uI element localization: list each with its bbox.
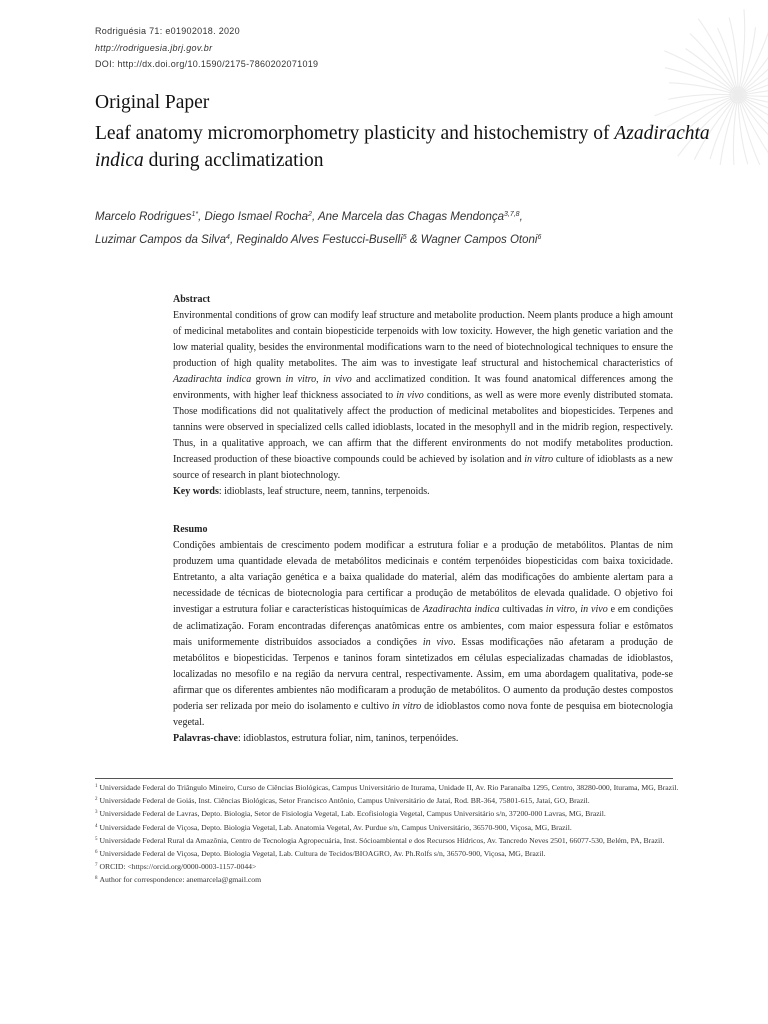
footnote-orcid[interactable]: $^7$ ORCID: <https://orcid.org/0000-0003-1157-0044> <box>95 862 257 872</box>
author: Wagner Campos Otoni$^6$ <box>420 234 542 246</box>
resumo-heading: Resumo <box>173 524 208 535</box>
doi-link[interactable]: DOI: http://dx.doi.org/10.1590/2175-7860202071019 <box>95 59 319 69</box>
abstract-section <box>173 292 673 500</box>
author: Marcelo Rodrigues$^{1*}$, <box>95 211 205 223</box>
footnote: $^1$ Universidade Federal do Triângulo Mineiro, Curso de Ciências Biológicas, Campus Universitário de Iturama, Unidade II, Av. Rio Paranaíba 1295, Centro, 38280-000, Iturama, MG, Brazil. <box>95 783 679 792</box>
author-list <box>95 206 695 252</box>
title-part-2: during acclimatization <box>143 150 324 171</box>
footnote: $^4$ Universidade Federal de Viçosa, Depto. Biologia Vegetal, Lab. Anatomia Vegetal, Av. Purdue s/n, Campus Universitário, 36570-900, Viçosa, MG, Brazil. <box>95 822 572 832</box>
author: Diego Ismael Rocha$^2$, <box>204 211 318 223</box>
footnote-correspondence[interactable]: $^8$ Author for correspondence: anemarcela@gmail.com <box>95 875 262 885</box>
affiliation-footnotes <box>95 782 680 888</box>
paper-type-label: Original Paper <box>95 92 210 113</box>
author: Ane Marcela das Chagas Mendonça$^{3,7,8}$, <box>317 211 523 223</box>
journal-header <box>95 23 318 73</box>
resumo-text: Condições ambientais de crescimento podem modificar a estrutura foliar e a produção de metabólitos. Plantas de nim produzem uma quantidade elevada de metabólitos medicinais e contém terpenóides biopesticidas com baixa toxicidade. Entretanto, a alta variação genética e a baixa qualidade do material, além das modificações do ambiente alertam para a necessidade de técnicas de biotecnologia para certificar a produção de metabólitos de elevada qualidade. O objetivo foi investigar a estrutura foliar e características histoquímicas de Azadirachta indica cultivadas in vitro, in vivo e em condições de aclimatização. Foram encontradas diferenças anatômicas entre os ambientes, com maior espessura foliar e estômatos mais uniformemente distribuídos associados a condições in vivo. Essas modificações não afetaram a produção de metabólitos e biopesticidas. Terpenos e taninos foram sintetizados em células especializadas chamadas de idioblastos, localizadas no mesofilo e na região da nervura central, respectivamente. Assim, em uma abordagem qualitativa, pode-se afirmar que os diferentes ambientes não modificaram a produção de metabólitos. O aumento da produção destes compostos poderia ser relizada por meio do isolamento e cultivo in vitro de idioblastos como nova fonte de pesquisa em biotecnologia vegetal. <box>173 540 674 729</box>
journal-site-link[interactable]: http://rodriguesia.jbrj.gov.br <box>95 42 213 53</box>
author: Luzimar Campos da Silva$^4$, <box>95 234 237 246</box>
footnote: $^2$ Universidade Federal de Goiás, Inst. Ciências Biológicas, Setor Francisco Antônio, Campus Universitário de Jataí, Rod. BR-364, 75801-615, Jataí, GO, Brazil. <box>95 796 590 806</box>
resumo-keywords: Palavras-chave: idioblastos, estrutura foliar, nim, taninos, terpenóides. <box>173 733 459 745</box>
resumo-section <box>173 522 673 747</box>
author: Reginaldo Alves Festucci-Buselli$^5$ & <box>236 234 421 246</box>
footnote: $^6$ Universidade Federal de Viçosa, Depto. Biologia Vegetal, Lab. Cultura de Tecidos/BIOAGRO, Av. Ph.Rolfs s/n, 36570-900, Viçosa, MG, Brazil. <box>95 849 546 859</box>
title-species: Azadirachta indica <box>95 123 710 171</box>
journal-citation: Rodriguésia 71: e01902018. 2020 <box>95 26 240 36</box>
footnote-divider <box>95 778 673 779</box>
abstract-keywords: Key words: idioblasts, leaf structure, neem, tannins, terpenoids. <box>173 486 430 497</box>
title-part-1: Leaf anatomy micromorphometry plasticity and histochemistry of <box>95 123 615 144</box>
abstract-text: Environmental conditions of grow can modify leaf structure and metabolite production. Neem plants produce a high amount of medicinal metabolites and contain biopesticide terpenoids with low toxicity. However, the high genetic variation and the low material quality, besides the environmental modifications warn to the need of biotechnological techniques to ensure the production of high quality metabolites. The aim was to investigate leaf structural and histochemical characteristics of Azadirachta indica grown in vitro, in vivo and acclimatized condition. It was found anatomical differences among the environments, with higher leaf thickness associated to in vivo conditions, as well as were more evenly distributed stomata. Those modifications did not qualitatively affect the production of medicinal metabolites and biopesticides. Terpenes and tannins were observed in specialized cells called idioblasts, located in the mesophyll and in the midrib region, respectively. Thus, in a qualitative approach, we can affirm that the different environments do not modify metabolites production. Increased production of these bioactive compounds could be achieved by isolation and in vitro culture of idioblasts as a new source of research in plant biotechnology. <box>173 310 673 481</box>
footnote: $^3$ Universidade Federal de Lavras, Depto. Biologia, Setor de Fisiologia Vegetal, Lab. Ecofisiologia Vegetal, Campus Universitário s/n, 37200-000 Lavras, MG, Brazil. <box>95 809 606 819</box>
abstract-heading: Abstract <box>173 294 211 305</box>
footnote: $^5$ Universidade Federal Rural da Amazônia, Centro de Tecnologia Agropecuária, Inst. Sócioambiental e dos Recursos Hídricos, Av. Tancredo Neves 2501, 66077-530, Belém, PA, Brazil. <box>95 835 665 845</box>
paper-title <box>95 120 715 174</box>
